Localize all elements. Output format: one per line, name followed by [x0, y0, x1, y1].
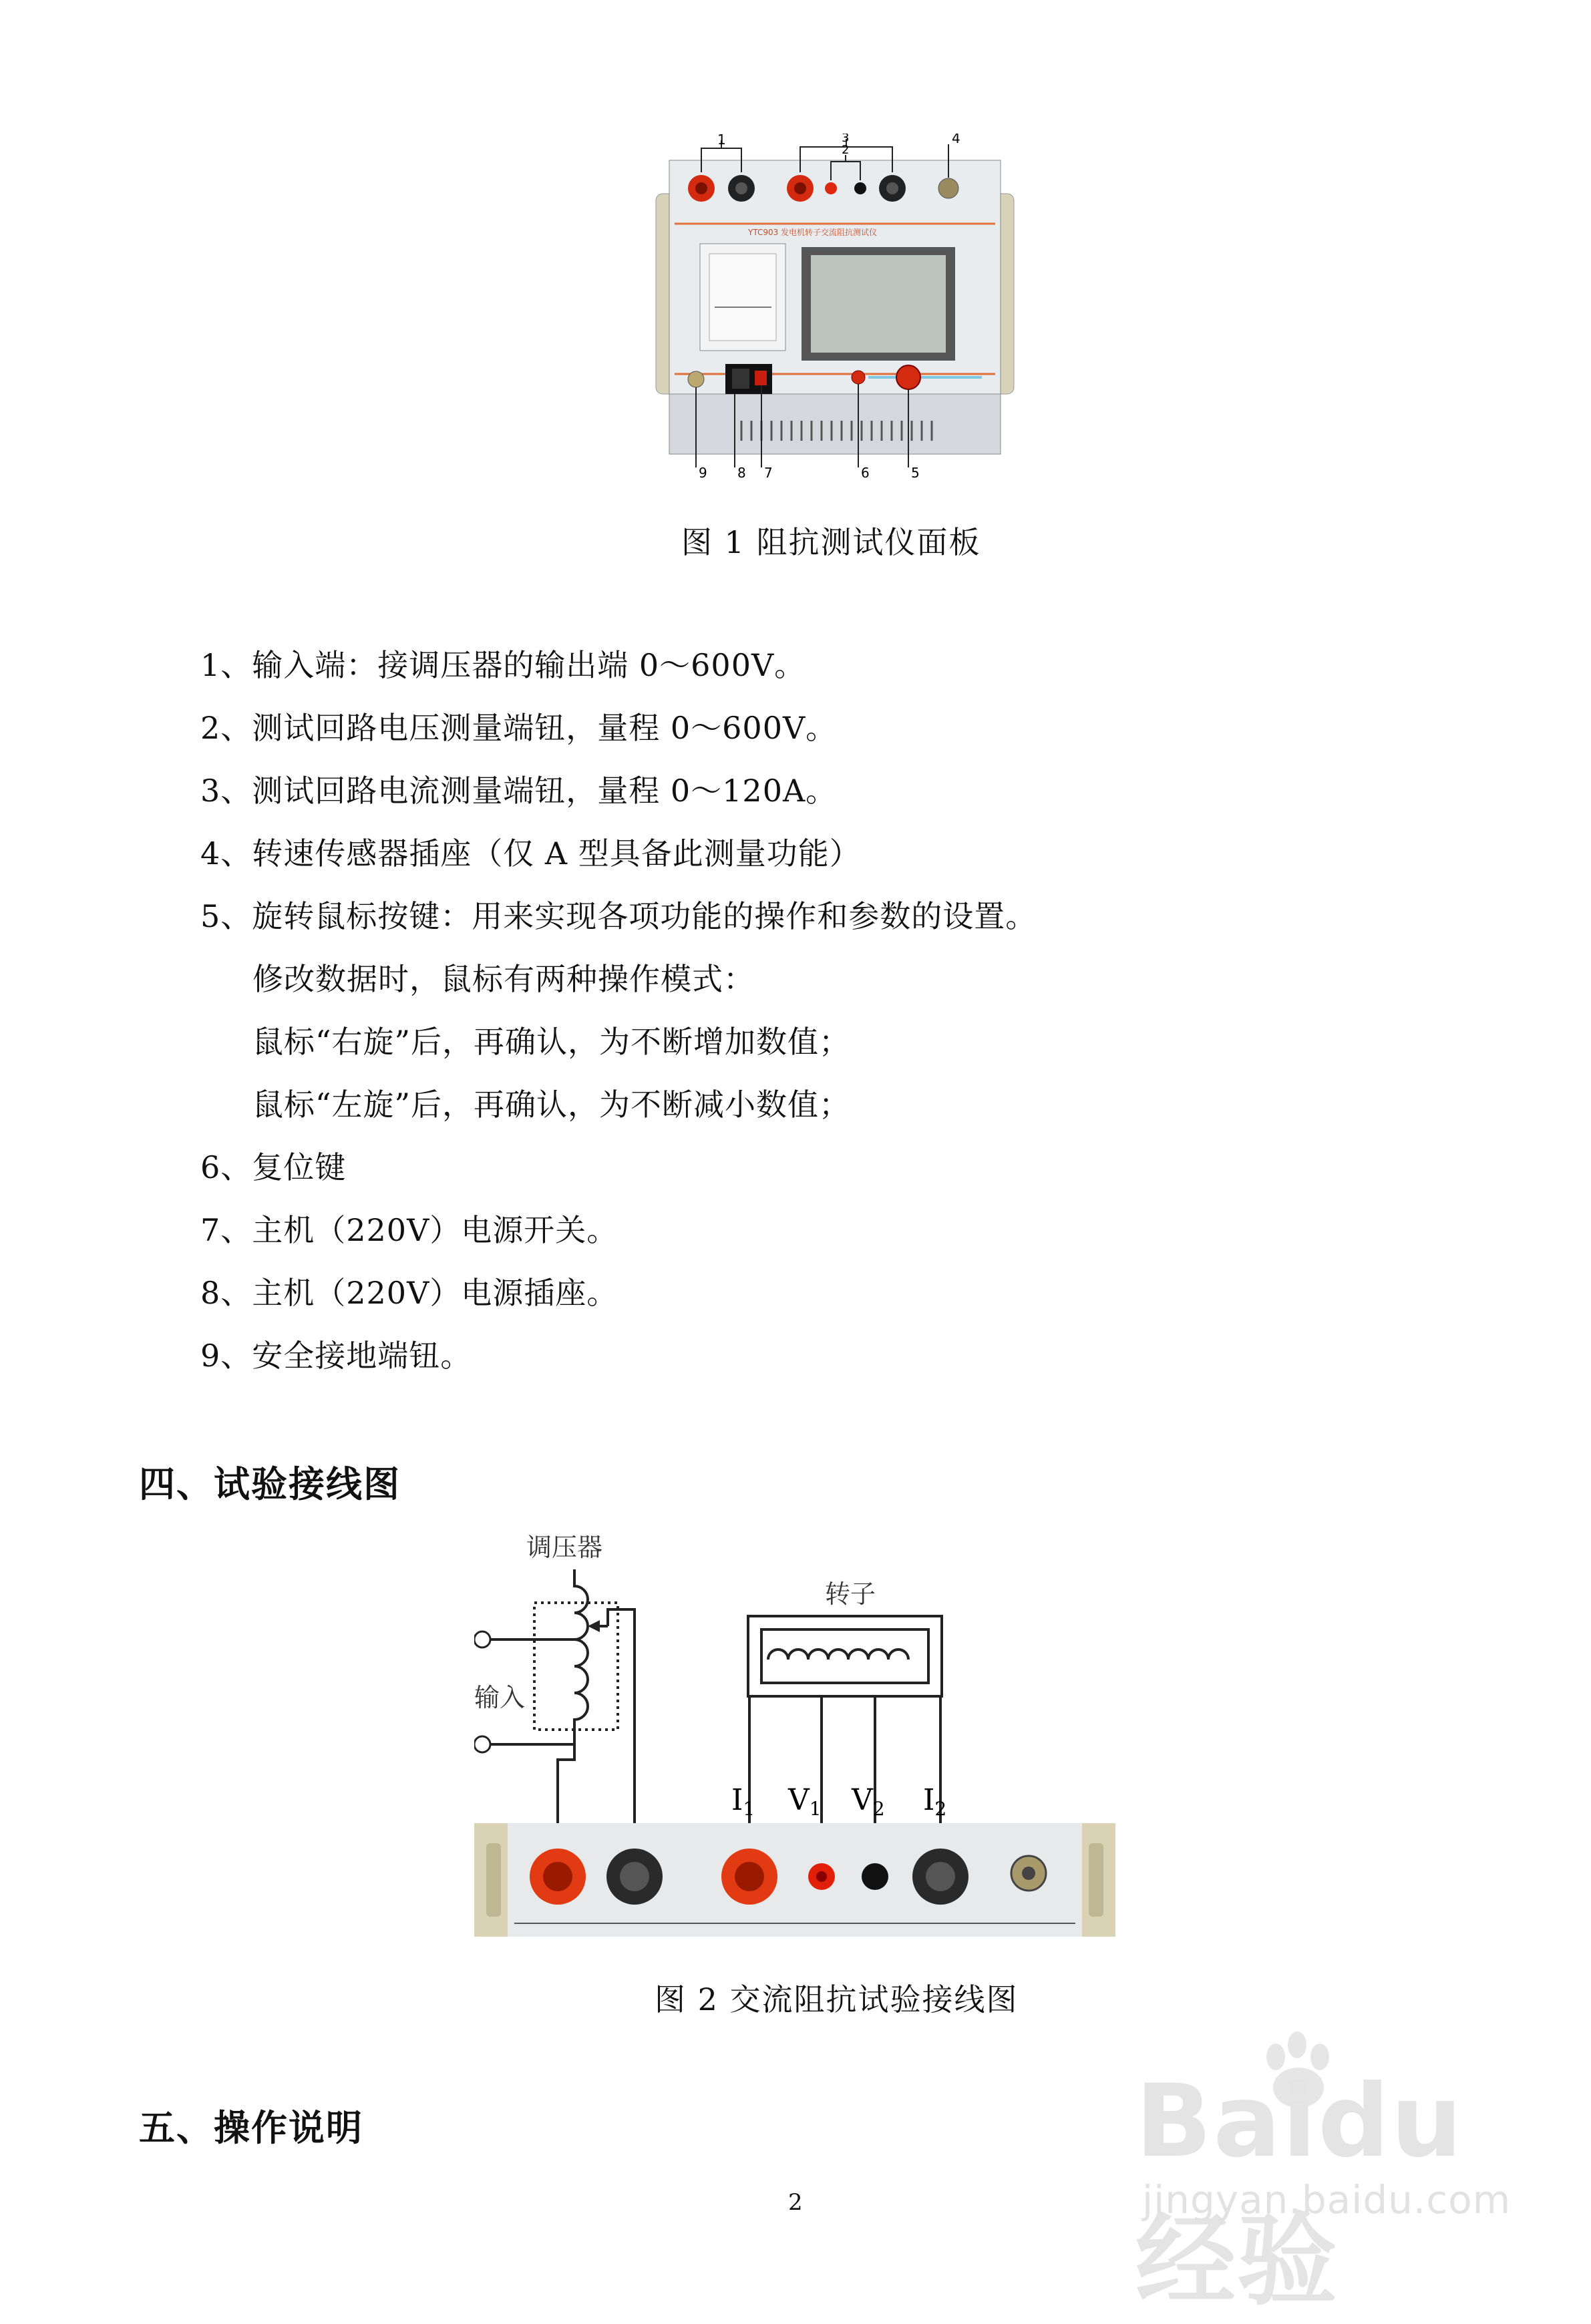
svg-text:3: 3 — [842, 134, 850, 145]
list-item: 7、主机（220V）电源开关。 — [200, 1212, 618, 1248]
baidu-watermark — [1135, 2030, 1563, 2319]
list-item: 4、转速传感器插座（仅 A 型具备此测量功能） — [200, 835, 861, 872]
instrument-panel-photo — [648, 134, 1022, 481]
svg-text:I1: I1 — [731, 1783, 755, 1820]
svg-text:V1: V1 — [788, 1783, 822, 1820]
svg-text:2: 2 — [842, 143, 850, 157]
svg-text:4: 4 — [952, 134, 960, 146]
figure1-caption: 图 1 阻抗测试仪面板 — [681, 524, 981, 560]
list-item: 9、安全接地端钮。 — [200, 1338, 472, 1374]
svg-text:调压器: 调压器 — [526, 1533, 603, 1562]
svg-text:转子: 转子 — [825, 1579, 876, 1609]
svg-text:7: 7 — [764, 465, 773, 481]
svg-text:6: 6 — [861, 465, 870, 481]
list-subitem: 修改数据时，鼠标有两种操作模式： — [252, 961, 755, 997]
list-subitem: 鼠标“右旋”后，再确认，为不断增加数值； — [252, 1024, 851, 1060]
svg-text:5: 5 — [911, 465, 920, 481]
list-item: 1、输入端：接调压器的输出端 0～600V。 — [200, 647, 806, 683]
svg-text:输入: 输入 — [474, 1683, 526, 1712]
watermark-brand: Baidu经验 — [1135, 2064, 1464, 2319]
section-heading: 五、操作说明 — [139, 2107, 363, 2149]
svg-text:YTC903 发电机转子交流阻抗测试仪: YTC903 发电机转子交流阻抗测试仪 — [748, 228, 878, 237]
page-number: 2 — [788, 2189, 803, 2216]
svg-text:9: 9 — [699, 465, 707, 481]
svg-text:I2: I2 — [923, 1783, 947, 1820]
list-item: 6、复位键 — [200, 1149, 347, 1185]
wiring-diagram — [474, 1529, 1115, 1937]
svg-text:8: 8 — [737, 465, 746, 481]
list-item: 8、主机（220V）电源插座。 — [200, 1275, 618, 1311]
list-item: 3、测试回路电流测量端钮，量程 0～120A。 — [200, 773, 838, 809]
list-item: 5、旋转鼠标按键：用来实现各项功能的操作和参数的设置。 — [200, 898, 1037, 934]
svg-text:1: 1 — [717, 134, 726, 148]
section-heading: 四、试验接线图 — [139, 1463, 401, 1505]
list-subitem: 鼠标“左旋”后，再确认，为不断减小数值； — [252, 1087, 851, 1123]
list-item: 2、测试回路电压测量端钮，量程 0～600V。 — [200, 710, 838, 746]
figure2-caption: 图 2 交流阻抗试验接线图 — [655, 1981, 1019, 2017]
svg-text:V2: V2 — [852, 1783, 885, 1820]
watermark-url: jingyan.baidu.com — [1142, 2177, 1512, 2222]
